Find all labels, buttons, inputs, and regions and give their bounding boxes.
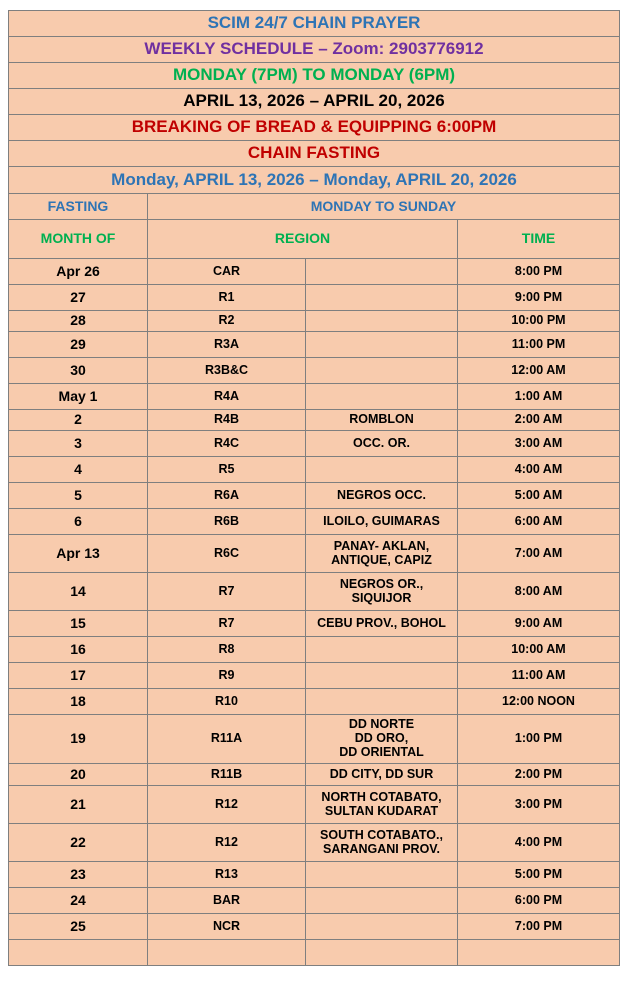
fasting-day-cell: 5 [9, 483, 148, 509]
schedule-title: SCIM 24/7 CHAIN PRAYER [9, 11, 620, 37]
region-code-cell: R4C [148, 431, 306, 457]
region-code-cell: R4B [148, 410, 306, 431]
region-code-cell: R11B [148, 764, 306, 786]
region-area-cell: ROMBLON [306, 410, 458, 431]
time-cell: 5:00 AM [458, 483, 620, 509]
fasting-header: FASTING [9, 194, 148, 220]
time-cell: 10:00 PM [458, 311, 620, 332]
schedule-row [9, 611, 620, 637]
fasting-day-cell: 20 [9, 764, 148, 786]
month-of-header: MONTH OF [9, 220, 148, 259]
region-area-cell: NEGROS OR., SIQUIJOR [306, 573, 458, 611]
time-cell: 10:00 AM [458, 637, 620, 663]
fasting-day-cell: 4 [9, 457, 148, 483]
region-code-cell: CAR [148, 259, 306, 285]
region-code-cell: R1 [148, 285, 306, 311]
region-code-cell: R7 [148, 611, 306, 637]
time-cell: 9:00 AM [458, 611, 620, 637]
time-cell: 8:00 PM [458, 259, 620, 285]
region-code-cell [148, 940, 306, 966]
region-code-cell: R13 [148, 862, 306, 888]
fasting-day-cell: 14 [9, 573, 148, 611]
fasting-day-cell: May 1 [9, 384, 148, 410]
region-code-cell: R7 [148, 573, 306, 611]
schedule-row [9, 663, 620, 689]
region-code-cell: R2 [148, 311, 306, 332]
breaking-of-bread: BREAKING OF BREAD & EQUIPPING 6:00PM [9, 115, 620, 141]
fasting-day-cell [9, 940, 148, 966]
fasting-day-cell: 2 [9, 410, 148, 431]
schedule-row [9, 285, 620, 311]
region-code-cell: R12 [148, 824, 306, 862]
fasting-day-cell: 17 [9, 663, 148, 689]
fasting-dates: Monday, APRIL 13, 2026 – Monday, APRIL 20, 2026 [9, 167, 620, 194]
region-header: REGION [148, 220, 458, 259]
schedule-period: MONDAY (7PM) TO MONDAY (6PM) [9, 63, 620, 89]
region-code-cell: R10 [148, 689, 306, 715]
schedule-row [9, 573, 620, 611]
region-code-cell: R3B&C [148, 358, 306, 384]
region-code-cell: R9 [148, 663, 306, 689]
fasting-day-cell: 23 [9, 862, 148, 888]
time-cell: 11:00 PM [458, 332, 620, 358]
region-area-cell [306, 689, 458, 715]
fasting-day-cell: 27 [9, 285, 148, 311]
fasting-day-cell: 16 [9, 637, 148, 663]
region-area-cell [306, 457, 458, 483]
schedule-row [9, 358, 620, 384]
region-area-cell [306, 259, 458, 285]
region-code-cell: R11A [148, 715, 306, 764]
time-cell: 1:00 AM [458, 384, 620, 410]
fasting-day-cell: 28 [9, 311, 148, 332]
region-area-cell: NORTH COTABATO, SULTAN KUDARAT [306, 786, 458, 824]
fasting-day-cell: Apr 26 [9, 259, 148, 285]
region-area-cell [306, 358, 458, 384]
time-cell: 6:00 PM [458, 888, 620, 914]
region-area-cell [306, 940, 458, 966]
region-area-cell: ILOILO, GUIMARAS [306, 509, 458, 535]
time-cell: 4:00 PM [458, 824, 620, 862]
schedule-row [9, 786, 620, 824]
region-area-cell: DD CITY, DD SUR [306, 764, 458, 786]
schedule-row [9, 535, 620, 573]
schedule-row [9, 862, 620, 888]
schedule-row [9, 483, 620, 509]
weekly-schedule-zoom: WEEKLY SCHEDULE – Zoom: 2903776912 [9, 37, 620, 63]
region-code-cell: NCR [148, 914, 306, 940]
schedule-row [9, 888, 620, 914]
fasting-day-cell: 29 [9, 332, 148, 358]
fasting-day-cell: 22 [9, 824, 148, 862]
time-cell: 7:00 PM [458, 914, 620, 940]
region-area-cell: PANAY- AKLAN, ANTIQUE, CAPIZ [306, 535, 458, 573]
time-cell: 8:00 AM [458, 573, 620, 611]
region-area-cell: DD NORTE DD ORO, DD ORIENTAL [306, 715, 458, 764]
time-cell: 2:00 PM [458, 764, 620, 786]
schedule-row [9, 824, 620, 862]
region-code-cell: R3A [148, 332, 306, 358]
schedule-row [9, 689, 620, 715]
fasting-day-cell: 25 [9, 914, 148, 940]
schedule-row [9, 259, 620, 285]
time-cell: 3:00 PM [458, 786, 620, 824]
region-area-cell [306, 663, 458, 689]
region-area-cell: SOUTH COTABATO., SARANGANI PROV. [306, 824, 458, 862]
region-area-cell: CEBU PROV., BOHOL [306, 611, 458, 637]
fasting-day-cell: Apr 13 [9, 535, 148, 573]
region-code-cell: R6B [148, 509, 306, 535]
fasting-day-cell: 19 [9, 715, 148, 764]
time-cell: 12:00 NOON [458, 689, 620, 715]
region-area-cell [306, 311, 458, 332]
region-code-cell: R6A [148, 483, 306, 509]
chain-fasting-title: CHAIN FASTING [9, 141, 620, 167]
time-cell: 7:00 AM [458, 535, 620, 573]
region-area-cell [306, 914, 458, 940]
time-cell: 11:00 AM [458, 663, 620, 689]
time-cell: 9:00 PM [458, 285, 620, 311]
fasting-day-cell: 3 [9, 431, 148, 457]
schedule-row [9, 332, 620, 358]
schedule-row [9, 715, 620, 764]
schedule-row [9, 940, 620, 966]
fasting-day-cell: 18 [9, 689, 148, 715]
region-area-cell [306, 285, 458, 311]
time-cell: 6:00 AM [458, 509, 620, 535]
region-code-cell: R6C [148, 535, 306, 573]
schedule-row [9, 384, 620, 410]
time-cell [458, 940, 620, 966]
schedule-row [9, 410, 620, 431]
region-area-cell [306, 637, 458, 663]
time-header: TIME [458, 220, 620, 259]
fasting-day-cell: 6 [9, 509, 148, 535]
time-cell: 12:00 AM [458, 358, 620, 384]
fasting-day-cell: 24 [9, 888, 148, 914]
region-area-cell: NEGROS OCC. [306, 483, 458, 509]
fasting-day-cell: 15 [9, 611, 148, 637]
schedule-row [9, 764, 620, 786]
region-code-cell: R5 [148, 457, 306, 483]
region-code-cell: R12 [148, 786, 306, 824]
schedule-row [9, 457, 620, 483]
region-area-cell [306, 862, 458, 888]
fasting-day-cell: 21 [9, 786, 148, 824]
schedule-dates: APRIL 13, 2026 – APRIL 20, 2026 [9, 89, 620, 115]
region-area-cell [306, 888, 458, 914]
time-cell: 4:00 AM [458, 457, 620, 483]
region-area-cell [306, 384, 458, 410]
schedule-row [9, 509, 620, 535]
region-code-cell: R4A [148, 384, 306, 410]
region-area-cell: OCC. OR. [306, 431, 458, 457]
region-code-cell: R8 [148, 637, 306, 663]
schedule-row [9, 914, 620, 940]
region-code-cell: BAR [148, 888, 306, 914]
time-cell: 1:00 PM [458, 715, 620, 764]
schedule-row [9, 431, 620, 457]
monday-to-sunday-header: MONDAY TO SUNDAY [148, 194, 620, 220]
prayer-schedule-table [8, 10, 620, 966]
time-cell: 5:00 PM [458, 862, 620, 888]
schedule-row [9, 637, 620, 663]
time-cell: 3:00 AM [458, 431, 620, 457]
region-area-cell [306, 332, 458, 358]
schedule-row [9, 311, 620, 332]
fasting-day-cell: 30 [9, 358, 148, 384]
time-cell: 2:00 AM [458, 410, 620, 431]
